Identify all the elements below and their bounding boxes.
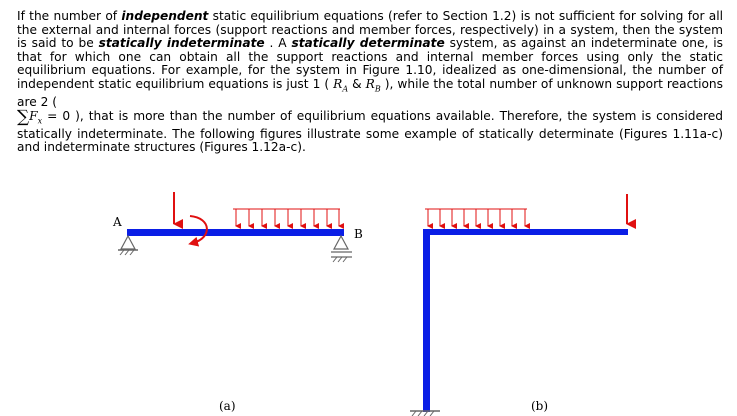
figure-b-label: (b) [531,399,549,413]
math-fx: $F_x$ [29,108,43,126]
term-statically-indeterminate: statically indeterminate [98,36,265,51]
text-segment: If the number of [17,9,122,23]
text-segment: static equilibrium equations (refer to Section 1.2) is not sufficient for solving for all the external and internal forces (support reactions and member forces, respectively) in a system, then the system is said to be [17,9,723,51]
figure-a-label: (a) [219,399,236,413]
point-a-label: A [113,215,122,229]
math-rb: $R_B$ [365,76,381,94]
math-sum: ∑ [17,106,30,127]
math-ra: $R_A$ [333,76,349,94]
figure-a [112,192,363,413]
term-independent: independent [121,9,209,23]
text-segment: & [348,76,366,91]
distributed-load-b [425,209,527,226]
roller-support-b [331,236,352,262]
beam [127,229,344,236]
text-segment: ), that is more than the number of equilibrium equations available. Therefore, the system is considered statically indeterminate. The following figures illustrate some example of statically determinate (Figures 1.11a-c) and indeterminate structures (Figures 1.12a-c). [17,108,723,155]
frame-column [423,229,430,412]
term-statically-determinate: statically determinate [291,36,445,51]
math-equals-zero: = 0 [42,108,71,123]
text-segment: ), while the total number of unknown support reactions are 2 ( [17,76,723,109]
figure-b [410,194,628,416]
pin-support-a [118,236,138,255]
text-segment: . A [264,36,292,51]
distributed-load [233,209,340,226]
fixed-support-b [410,411,440,416]
point-b-label: B [354,227,363,241]
text-segment: system, as against an indeterminate one, is that for which one can obtain all the support reactions and internal member forces using only the static equilibrium equations. For example, for the system in Figure 1.10, idealized as one-dimensional, the number of independent static equilibrium equations is just 1 ( [17,36,723,91]
frame-beam [423,229,628,235]
